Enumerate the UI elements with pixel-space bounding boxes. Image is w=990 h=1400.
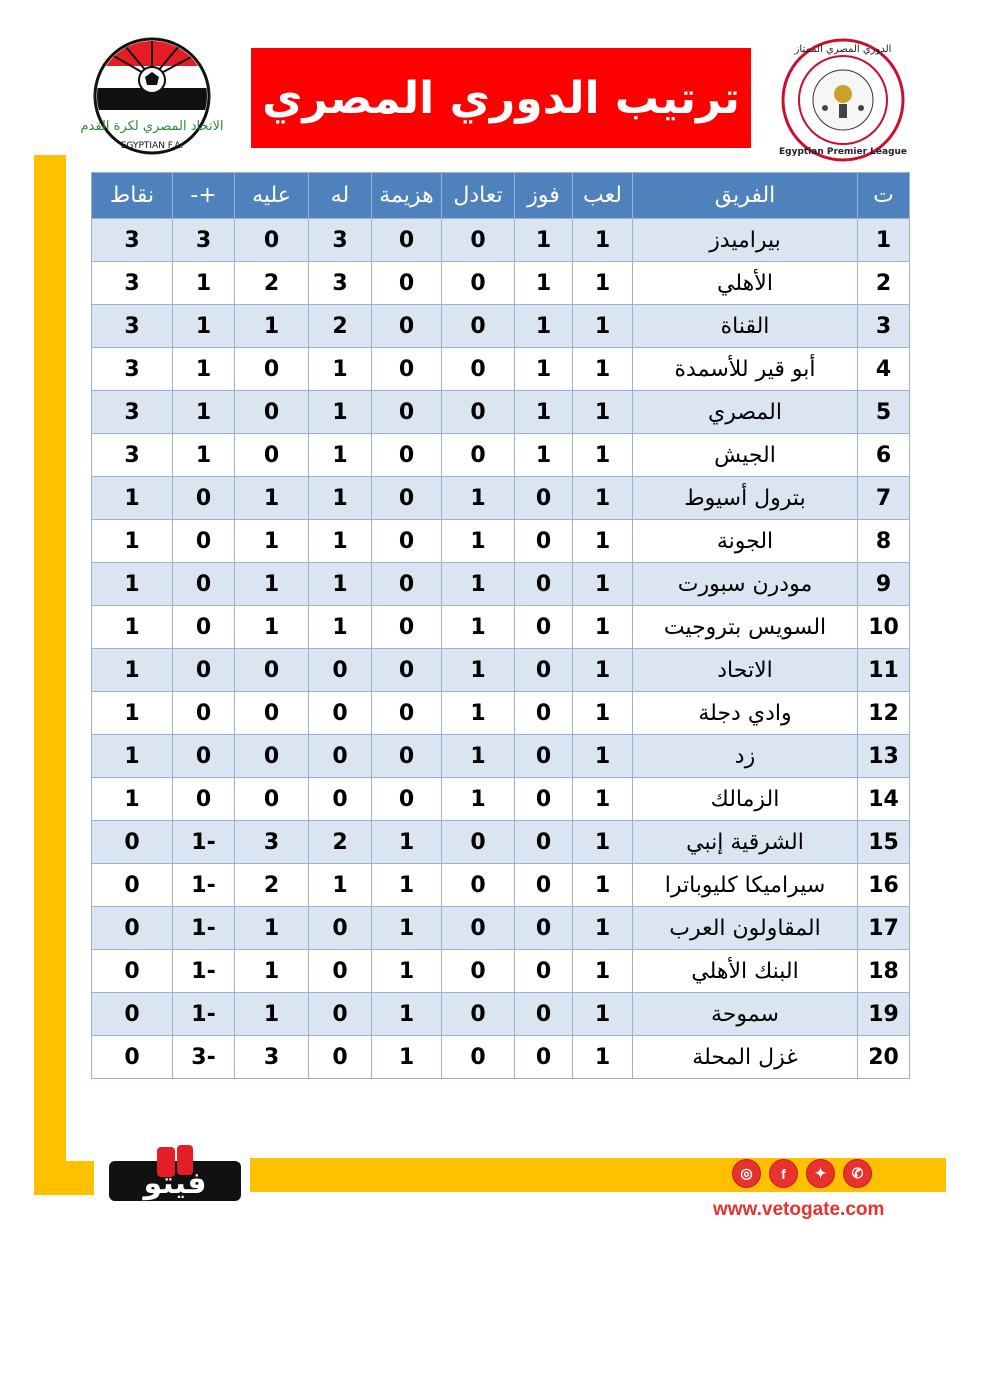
team-cell: وادي دجلة	[633, 692, 858, 735]
veto-logo	[105, 1143, 245, 1205]
goals-against-cell: 0	[235, 649, 309, 692]
standings-body	[92, 219, 910, 1079]
column-header-team: الفريق	[633, 173, 858, 219]
table-row	[92, 907, 910, 950]
social-icons	[732, 1159, 872, 1189]
drawn-cell: 0	[442, 907, 515, 950]
drawn-cell: 1	[442, 735, 515, 778]
rank-cell: 2	[858, 262, 910, 305]
goals-against-cell: 1	[235, 950, 309, 993]
goal-difference-cell: 0	[173, 520, 235, 563]
points-cell: 3	[92, 305, 173, 348]
goals-against-cell: 2	[235, 262, 309, 305]
rank-cell: 9	[858, 563, 910, 606]
table-row	[92, 434, 910, 477]
team-cell: الاتحاد	[633, 649, 858, 692]
goal-difference-cell: 1-	[173, 907, 235, 950]
won-cell: 0	[515, 993, 573, 1036]
efa-logo-text: الاتحاد المصري لكرة القدم	[80, 119, 224, 134]
won-cell: 0	[515, 821, 573, 864]
won-cell: 0	[515, 1036, 573, 1079]
column-header-drawn: تعادل	[442, 173, 515, 219]
team-cell: السويس بتروجيت	[633, 606, 858, 649]
goal-difference-cell: 0	[173, 692, 235, 735]
table-row	[92, 348, 910, 391]
team-cell: المقاولون العرب	[633, 907, 858, 950]
played-cell: 1	[573, 950, 633, 993]
won-cell: 0	[515, 692, 573, 735]
rank-cell: 16	[858, 864, 910, 907]
played-cell: 1	[573, 434, 633, 477]
points-cell: 1	[92, 778, 173, 821]
goal-difference-cell: 1-	[173, 821, 235, 864]
points-cell: 1	[92, 735, 173, 778]
rank-cell: 14	[858, 778, 910, 821]
lost-cell: 0	[372, 434, 442, 477]
column-header-lost: هزيمة	[372, 173, 442, 219]
rank-cell: 18	[858, 950, 910, 993]
played-cell: 1	[573, 864, 633, 907]
team-cell: غزل المحلة	[633, 1036, 858, 1079]
goals-for-cell: 2	[309, 305, 372, 348]
drawn-cell: 0	[442, 1036, 515, 1079]
rank-cell: 6	[858, 434, 910, 477]
team-cell: مودرن سبورت	[633, 563, 858, 606]
lost-cell: 0	[372, 348, 442, 391]
goals-for-cell: 0	[309, 993, 372, 1036]
rank-cell: 10	[858, 606, 910, 649]
goals-against-cell: 1	[235, 907, 309, 950]
won-cell: 1	[515, 391, 573, 434]
played-cell: 1	[573, 262, 633, 305]
goal-difference-cell: 1	[173, 305, 235, 348]
goals-against-cell: 3	[235, 821, 309, 864]
team-cell: زد	[633, 735, 858, 778]
rank-cell: 19	[858, 993, 910, 1036]
table-row	[92, 993, 910, 1036]
goals-against-cell: 0	[235, 219, 309, 262]
lost-cell: 0	[372, 563, 442, 606]
team-cell: البنك الأهلي	[633, 950, 858, 993]
played-cell: 1	[573, 477, 633, 520]
rank-cell: 11	[858, 649, 910, 692]
points-cell: 1	[92, 692, 173, 735]
points-cell: 3	[92, 219, 173, 262]
site-url-link[interactable]: www.vetogate.com	[713, 1199, 885, 1220]
table-header-row	[92, 173, 910, 219]
lost-cell: 0	[372, 219, 442, 262]
won-cell: 1	[515, 348, 573, 391]
goals-for-cell: 1	[309, 477, 372, 520]
table-row	[92, 520, 910, 563]
goals-for-cell: 1	[309, 348, 372, 391]
goals-against-cell: 0	[235, 692, 309, 735]
points-cell: 1	[92, 563, 173, 606]
played-cell: 1	[573, 391, 633, 434]
played-cell: 1	[573, 305, 633, 348]
goal-difference-cell: 1	[173, 348, 235, 391]
points-cell: 0	[92, 1036, 173, 1079]
lost-cell: 0	[372, 649, 442, 692]
table-row	[92, 821, 910, 864]
drawn-cell: 0	[442, 262, 515, 305]
drawn-cell: 0	[442, 821, 515, 864]
goals-for-cell: 0	[309, 950, 372, 993]
points-cell: 1	[92, 606, 173, 649]
points-cell: 3	[92, 348, 173, 391]
table-row	[92, 649, 910, 692]
goals-for-cell: 1	[309, 434, 372, 477]
lost-cell: 1	[372, 864, 442, 907]
goals-for-cell: 0	[309, 692, 372, 735]
goals-for-cell: 1	[309, 864, 372, 907]
played-cell: 1	[573, 692, 633, 735]
drawn-cell: 0	[442, 950, 515, 993]
team-cell: سموحة	[633, 993, 858, 1036]
drawn-cell: 0	[442, 434, 515, 477]
goals-for-cell: 0	[309, 907, 372, 950]
team-cell: الجيش	[633, 434, 858, 477]
frame-bar-left-cap	[34, 1161, 94, 1195]
table-row	[92, 950, 910, 993]
goals-against-cell: 1	[235, 520, 309, 563]
drawn-cell: 0	[442, 219, 515, 262]
standings-table	[91, 172, 910, 1079]
goal-difference-cell: 0	[173, 563, 235, 606]
points-cell: 0	[92, 864, 173, 907]
rank-cell: 5	[858, 391, 910, 434]
team-cell: الشرقية إنبي	[633, 821, 858, 864]
rank-cell: 12	[858, 692, 910, 735]
rank-cell: 7	[858, 477, 910, 520]
table-row	[92, 778, 910, 821]
drawn-cell: 1	[442, 520, 515, 563]
goals-against-cell: 1	[235, 477, 309, 520]
column-header-rank: ت	[858, 173, 910, 219]
column-header-points: نقاط	[92, 173, 173, 219]
table-row	[92, 864, 910, 907]
goals-for-cell: 3	[309, 219, 372, 262]
column-header-goal-difference: +-	[173, 173, 235, 219]
goal-difference-cell: 1-	[173, 993, 235, 1036]
lost-cell: 0	[372, 735, 442, 778]
facebook-icon[interactable]: f	[769, 1159, 798, 1188]
table-row	[92, 606, 910, 649]
drawn-cell: 1	[442, 692, 515, 735]
team-cell: الجونة	[633, 520, 858, 563]
team-cell: المصري	[633, 391, 858, 434]
won-cell: 0	[515, 606, 573, 649]
goal-difference-cell: 3-	[173, 1036, 235, 1079]
drawn-cell: 1	[442, 649, 515, 692]
table-row	[92, 477, 910, 520]
table-row	[92, 735, 910, 778]
goals-for-cell: 3	[309, 262, 372, 305]
drawn-cell: 0	[442, 305, 515, 348]
won-cell: 0	[515, 907, 573, 950]
drawn-cell: 1	[442, 778, 515, 821]
goal-difference-cell: 1	[173, 262, 235, 305]
lost-cell: 0	[372, 477, 442, 520]
goals-against-cell: 0	[235, 348, 309, 391]
drawn-cell: 0	[442, 864, 515, 907]
played-cell: 1	[573, 993, 633, 1036]
goals-for-cell: 1	[309, 520, 372, 563]
goal-difference-cell: 1	[173, 391, 235, 434]
table-row	[92, 219, 910, 262]
goals-for-cell: 2	[309, 821, 372, 864]
played-cell: 1	[573, 606, 633, 649]
goals-against-cell: 2	[235, 864, 309, 907]
team-cell: الأهلي	[633, 262, 858, 305]
goal-difference-cell: 0	[173, 735, 235, 778]
lost-cell: 1	[372, 907, 442, 950]
column-header-goals-against: عليه	[235, 173, 309, 219]
page-title: ترتيب الدوري المصري	[262, 72, 740, 124]
played-cell: 1	[573, 778, 633, 821]
table-row	[92, 692, 910, 735]
played-cell: 1	[573, 348, 633, 391]
rank-cell: 4	[858, 348, 910, 391]
team-cell: سيراميكا كليوباترا	[633, 864, 858, 907]
played-cell: 1	[573, 520, 633, 563]
played-cell: 1	[573, 735, 633, 778]
goals-for-cell: 0	[309, 735, 372, 778]
veto-logo-text: فيتو	[143, 1166, 207, 1201]
goals-for-cell: 0	[309, 778, 372, 821]
table-row	[92, 305, 910, 348]
points-cell: 0	[92, 907, 173, 950]
goals-for-cell: 0	[309, 649, 372, 692]
table-row	[92, 391, 910, 434]
goals-against-cell: 0	[235, 434, 309, 477]
played-cell: 1	[573, 821, 633, 864]
goals-for-cell: 1	[309, 391, 372, 434]
rank-cell: 20	[858, 1036, 910, 1079]
rank-cell: 3	[858, 305, 910, 348]
title-banner	[251, 48, 751, 148]
team-cell: أبو قير للأسمدة	[633, 348, 858, 391]
played-cell: 1	[573, 907, 633, 950]
lost-cell: 1	[372, 993, 442, 1036]
rank-cell: 8	[858, 520, 910, 563]
goals-against-cell: 1	[235, 993, 309, 1036]
rank-cell: 17	[858, 907, 910, 950]
lost-cell: 0	[372, 262, 442, 305]
goal-difference-cell: 1	[173, 434, 235, 477]
team-cell: بيراميدز	[633, 219, 858, 262]
lost-cell: 1	[372, 950, 442, 993]
points-cell: 0	[92, 821, 173, 864]
lost-cell: 0	[372, 692, 442, 735]
efa-logo	[80, 38, 224, 158]
lost-cell: 0	[372, 305, 442, 348]
goal-difference-cell: 1-	[173, 864, 235, 907]
goal-difference-cell: 0	[173, 649, 235, 692]
goals-against-cell: 1	[235, 305, 309, 348]
column-header-goals-for: له	[309, 173, 372, 219]
goals-for-cell: 0	[309, 1036, 372, 1079]
whatsapp-icon[interactable]: ✆	[843, 1159, 872, 1188]
rank-cell: 15	[858, 821, 910, 864]
rank-cell: 1	[858, 219, 910, 262]
won-cell: 0	[515, 563, 573, 606]
played-cell: 1	[573, 649, 633, 692]
drawn-cell: 1	[442, 606, 515, 649]
won-cell: 0	[515, 649, 573, 692]
column-header-played: لعب	[573, 173, 633, 219]
team-cell: بترول أسيوط	[633, 477, 858, 520]
table-row	[92, 563, 910, 606]
goals-for-cell: 1	[309, 606, 372, 649]
rank-cell: 13	[858, 735, 910, 778]
played-cell: 1	[573, 563, 633, 606]
goal-difference-cell: 0	[173, 778, 235, 821]
won-cell: 0	[515, 735, 573, 778]
goal-difference-cell: 0	[173, 477, 235, 520]
team-cell: الزمالك	[633, 778, 858, 821]
won-cell: 1	[515, 219, 573, 262]
goals-against-cell: 3	[235, 1036, 309, 1079]
drawn-cell: 0	[442, 348, 515, 391]
points-cell: 3	[92, 262, 173, 305]
column-header-won: فوز	[515, 173, 573, 219]
goals-against-cell: 1	[235, 606, 309, 649]
instagram-icon[interactable]: ◎	[732, 1159, 761, 1188]
team-cell: القناة	[633, 305, 858, 348]
drawn-cell: 0	[442, 391, 515, 434]
won-cell: 0	[515, 864, 573, 907]
won-cell: 1	[515, 305, 573, 348]
goal-difference-cell: 3	[173, 219, 235, 262]
points-cell: 3	[92, 434, 173, 477]
twitter-icon[interactable]: ✦	[806, 1159, 835, 1188]
goals-against-cell: 0	[235, 778, 309, 821]
won-cell: 0	[515, 477, 573, 520]
won-cell: 0	[515, 950, 573, 993]
won-cell: 1	[515, 262, 573, 305]
points-cell: 1	[92, 520, 173, 563]
won-cell: 1	[515, 434, 573, 477]
goal-difference-cell: 0	[173, 606, 235, 649]
epl-logo-text-en: Egyptian Premier League	[778, 147, 908, 157]
lost-cell: 0	[372, 520, 442, 563]
goals-against-cell: 1	[235, 563, 309, 606]
played-cell: 1	[573, 219, 633, 262]
drawn-cell: 0	[442, 993, 515, 1036]
goals-against-cell: 0	[235, 735, 309, 778]
points-cell: 1	[92, 477, 173, 520]
goals-for-cell: 1	[309, 563, 372, 606]
played-cell: 1	[573, 1036, 633, 1079]
goal-difference-cell: 1-	[173, 950, 235, 993]
lost-cell: 1	[372, 1036, 442, 1079]
lost-cell: 1	[372, 821, 442, 864]
goals-against-cell: 0	[235, 391, 309, 434]
efa-logo-caption: EGYPTIAN F.A.	[120, 141, 184, 151]
lost-cell: 0	[372, 391, 442, 434]
won-cell: 0	[515, 520, 573, 563]
table-row	[92, 1036, 910, 1079]
won-cell: 0	[515, 778, 573, 821]
frame-bar-left	[34, 155, 66, 1195]
lost-cell: 0	[372, 606, 442, 649]
drawn-cell: 1	[442, 563, 515, 606]
epl-logo	[778, 38, 908, 162]
points-cell: 1	[92, 649, 173, 692]
drawn-cell: 1	[442, 477, 515, 520]
points-cell: 3	[92, 391, 173, 434]
table-row	[92, 262, 910, 305]
epl-logo-text-ar: الدوري المصري الممتاز	[794, 44, 892, 55]
points-cell: 0	[92, 993, 173, 1036]
lost-cell: 0	[372, 778, 442, 821]
points-cell: 0	[92, 950, 173, 993]
